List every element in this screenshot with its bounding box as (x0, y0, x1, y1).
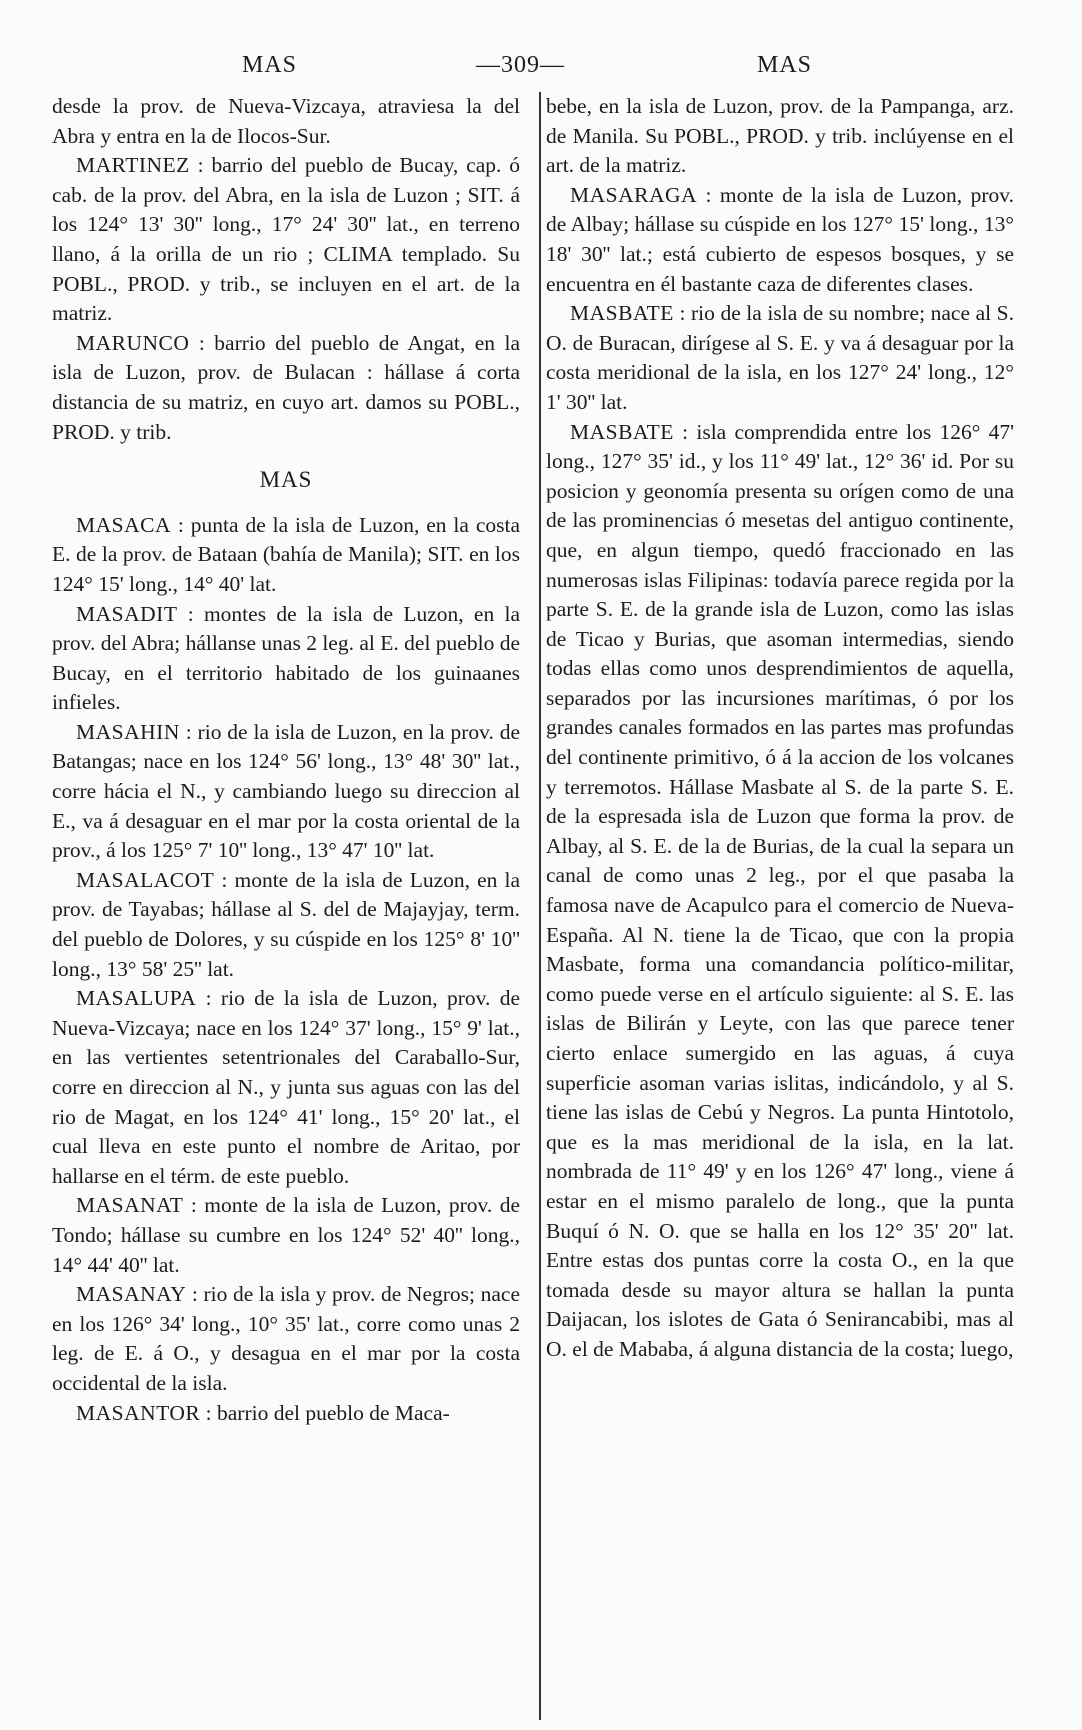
entry-masantor (52, 1399, 520, 1429)
entry-text: : monte de la isla de Luzon, en la prov. de Tayabas; hállase al S. del de Majayjay, term. del pueblo de Dolores, y su cúspide en los 125° 8' 10'' long., 13° 58' 25'' lat. (52, 867, 521, 981)
running-head-left: MAS (242, 52, 298, 78)
entry-term: MASBATE (570, 301, 674, 326)
entry-masbate-isla (546, 418, 1014, 1365)
left-column (52, 92, 520, 1428)
entry-text: : rio de la isla de su nombre; nace al S. O. de Buracan, dirígese al S. E. y va á desaguar por la costa meridional de la isla, en los 127° 24' long., 12° 1' 30'' lat. (546, 301, 1014, 414)
entry-text: : punta de la isla de Luzon, en la costa E. de la prov. de Bataan (bahía de Manila); SIT. en los 124° 15' long., 14° 40' lat. (52, 512, 521, 596)
entry-masanay (52, 1280, 520, 1398)
entry-text: : barrio del pueblo de Angat, en la isla de Luzon, prov. de Bulacan : hállase á corta distancia de su matriz, en cuyo art. damos su POBL., PROD. y trib. (52, 330, 520, 444)
entry-term: MASALACOT (76, 867, 215, 892)
page-header (0, 52, 1082, 82)
entry-term: MASANTOR (76, 1400, 201, 1425)
entry-masahin (52, 718, 520, 866)
column-divider (539, 92, 541, 1720)
entry-text: : rio de la isla de Luzon, prov. de Nueva-Vizcaya; nace en los 124° 37' long., 15° 9' lat., en las vertientes setentrionales del Caraballo-Sur, corre en direccion al N., y junta sus aguas con las del rio de Magat, en los 124° 41' long., 15° 20' lat., el cual lleva en este punto el nombre de Aritao, por hallarse en el térm. de este pueblo. (52, 986, 521, 1188)
entry-term: MASADIT (76, 601, 178, 626)
right-column (546, 92, 1014, 1365)
running-head-right: MAS (757, 52, 813, 78)
entry-text: : barrio del pueblo de Maca- (205, 1400, 450, 1425)
page-number: —309— (476, 52, 565, 78)
entry-martinez (52, 151, 520, 329)
entry-term: MASAHIN (76, 719, 180, 744)
entry-term: MARTINEZ (76, 153, 190, 178)
entry-marunco (52, 329, 520, 447)
entry-masanat (52, 1191, 520, 1280)
entry-term: MASACA (76, 512, 171, 537)
entry-text: : isla comprendida entre los 126° 47' long., 127° 35' id., y los 11° 49' lat., 12° 36' id. Por su posicion y geonomía presenta su orígen como de una de las prominencias ó mesetas del antiguo continente, que, en algun tiempo, quedó fraccionado en las numerosas islas Filipinas: todavía parece regida por la parte S. E. de la grande isla de Luzon, como las islas de Ticao y Burias, que asoman intermedias, siendo todas ellas como unos desprendimientos de aquella, separados por las incursiones marítimas, ó por los grandes canales formados en las partes mas profundas del continente primitivo, ó á la accion de los volcanes y terremotos. Hállase Masbate al S. de la parte S. E. de la espresada isla de Luzon que forma la prov. de Albay, al S. E. de la de Burias, de la cual la separa un canal de como unas 2 leg., por el que pasaba la famosa nave de Acapulco para el comercio de Nueva-España. Al N. tiene la de Ticao, que con la propia Masbate, forma una comandancia político-militar, como puede verse en el artículo siguiente: al S. E. las islas de Bilirán y Leyte, con las que parece tener cierto enlace sumergido en las aguas, á cuya superficie asoman varias islitas, indicándolo, y al S. tiene las islas de Cebú y Negros. La punta Hintotolo, que es la mas meridional de la isla, en la lat. nombrada de 11° 49' y en los 126° 47' long., viene á estar en el mismo paralelo de long., que la punta Buquí ó N. O. que se halla en los 12° 35' 20'' lat. Entre estas dos puntas corre la costa O., en la que tomada desde su mayor altura se hallan la punta Daijacan, los islotes de Gata ó Senirancabibi, mas al O. el de Mababa, á alguna distancia de la costa; luego, (546, 419, 1014, 1361)
section-heading: MAS (259, 467, 313, 493)
entry-masalacot (52, 866, 520, 984)
entry-term: MASANAY (76, 1282, 187, 1307)
entry-text: : monte de la isla de Luzon, prov. de Albay; hállase su cúspide en los 127° 15' long., 13° 18' 30'' lat.; está cubierto de espesos bosques, y se encuentra en él bastante caza de diferentes clases. (546, 182, 1014, 296)
entry-text: : monte de la isla de Luzon, prov. de Tondo; hállase su cumbre en los 124° 52' 40'' long., 14° 44' 40'' lat. (52, 1193, 521, 1277)
entry-term: MASBATE (570, 419, 674, 444)
entry-masaca (52, 511, 520, 600)
entry-masbate-rio (546, 299, 1014, 417)
entry-continuation: desde la prov. de Nueva-Vizcaya, atraviesa la del Abra y entra en la de Ilocos-Sur. (52, 94, 520, 148)
entry-masaraga (546, 181, 1014, 299)
entry-term: MASANAT (76, 1193, 184, 1218)
entry-continuation: bebe, en la isla de Luzon, prov. de la Pampanga, arz. de Manila. Su POBL., PROD. y trib. inclúyense en el art. de la matriz. (546, 94, 1014, 178)
entry-text: : montes de la isla de Luzon, en la prov. del Abra; hállanse unas 2 leg. al E. del pueblo de Bucay, en el territorio habitado de los guinaanes infieles. (52, 601, 520, 715)
entry-text: : rio de la isla de Luzon, en la prov. de Batangas; nace en los 124° 56' long., 13° 48' 30'' lat., corre hácia el N., y cambiando luego su direccion al E., va á desaguar en el mar por la costa oriental de la prov., á los 125° 7' 10'' long., 13° 47' 10'' lat. (52, 719, 521, 863)
entry-masalupa (52, 984, 520, 1191)
entry-masadit (52, 600, 520, 718)
entry-term: MASARAGA (570, 182, 698, 207)
entry-text: : rio de la isla y prov. de Negros; nace en los 126° 34' long., 10° 35' lat., corre como unas 2 leg. de E. á O., y desagua en el mar por la costa occidental de la isla. (52, 1282, 520, 1395)
entry-term: MASALUPA (76, 986, 197, 1011)
entry-text: : barrio del pueblo de Bucay, cap. ó cab. de la prov. del Abra, en la isla de Luzon ; SIT. á los 124° 13' 30'' long., 17° 24' 30'' lat., en terreno llano, á la orilla de un rio ; CLIMA templado. Su POBL., PROD. y trib., se incluyen en el art. de la matriz. (52, 153, 521, 326)
entry-term: MARUNCO (76, 330, 190, 355)
